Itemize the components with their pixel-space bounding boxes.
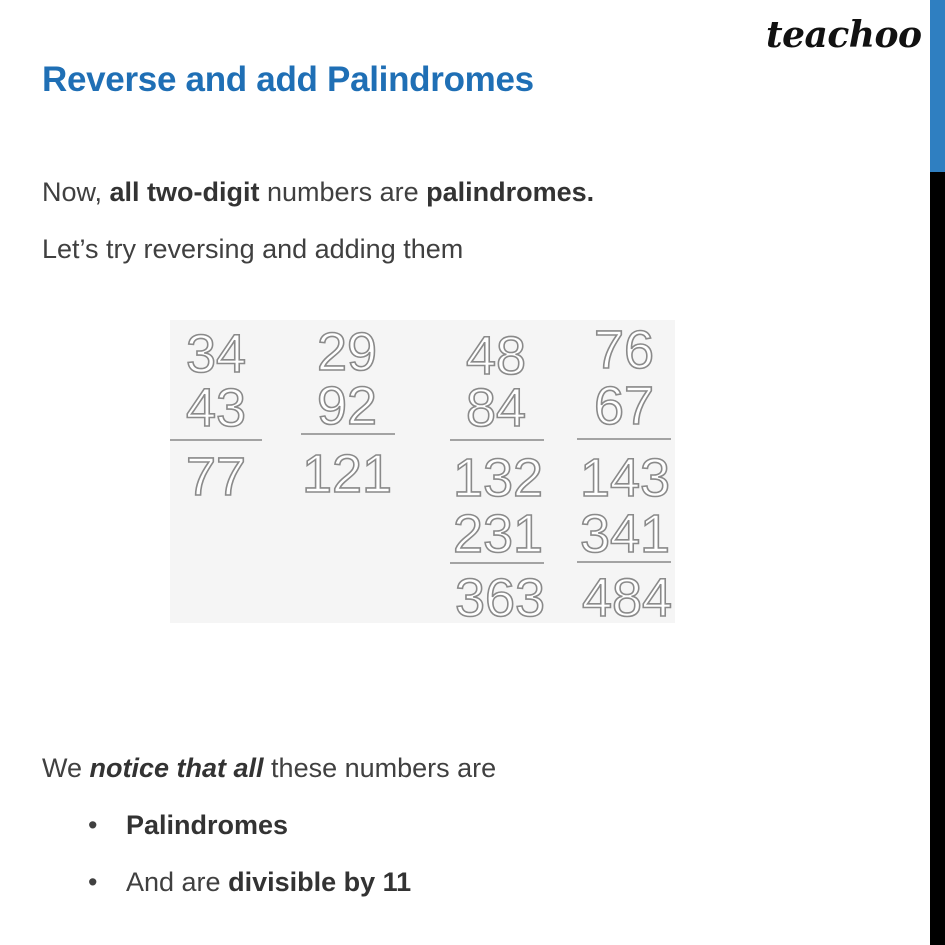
teachoo-logo: teachoo bbox=[766, 14, 922, 56]
intro-text-c: numbers are bbox=[259, 177, 427, 207]
col1-row2: 43 bbox=[185, 378, 247, 438]
bullet-item bbox=[88, 810, 288, 841]
col1-row1: 34 bbox=[185, 324, 247, 384]
intro-bold-b: all two-digit bbox=[109, 177, 260, 207]
bullet-text: And are bbox=[126, 867, 229, 897]
col3-row2: 84 bbox=[465, 378, 527, 438]
col4-sum2: 484 bbox=[581, 568, 673, 623]
col3-sum: 132 bbox=[452, 448, 544, 508]
page-title: Reverse and add Palindromes bbox=[42, 60, 534, 99]
notice-text-a: We bbox=[42, 753, 90, 783]
col3-sum2: 363 bbox=[454, 568, 546, 623]
intro-line-2: Let’s try reversing and adding them bbox=[42, 234, 464, 264]
col1-sum: 77 bbox=[185, 447, 247, 507]
col2-sum: 121 bbox=[301, 444, 393, 504]
col4-row2: 67 bbox=[593, 376, 655, 436]
bullet-bold: divisible by 11 bbox=[228, 867, 412, 897]
reverse-add-figure bbox=[170, 320, 675, 623]
col4-row1: 76 bbox=[593, 320, 655, 380]
col4-reverse: 341 bbox=[579, 504, 671, 564]
addition-columns bbox=[170, 320, 675, 623]
col2-row2: 92 bbox=[316, 376, 378, 436]
notice-text-c: these numbers are bbox=[263, 753, 497, 783]
notice-line bbox=[42, 753, 496, 784]
col3-row1: 48 bbox=[465, 326, 527, 386]
bullet-dot: • bbox=[88, 867, 98, 897]
bullet-bold: Palindromes bbox=[126, 810, 289, 840]
col2-row1: 29 bbox=[316, 322, 378, 382]
scrollbar-thumb[interactable] bbox=[930, 0, 945, 172]
intro-bold-d: palindromes. bbox=[426, 177, 595, 207]
intro-line-1 bbox=[42, 177, 594, 208]
col3-reverse: 231 bbox=[452, 504, 544, 564]
col4-sum: 143 bbox=[579, 448, 671, 508]
intro-text-a: Now, bbox=[42, 177, 110, 207]
bullet-item bbox=[88, 867, 411, 898]
bullet-dot: • bbox=[88, 810, 98, 840]
notice-bold-italic: notice that all bbox=[89, 753, 264, 783]
